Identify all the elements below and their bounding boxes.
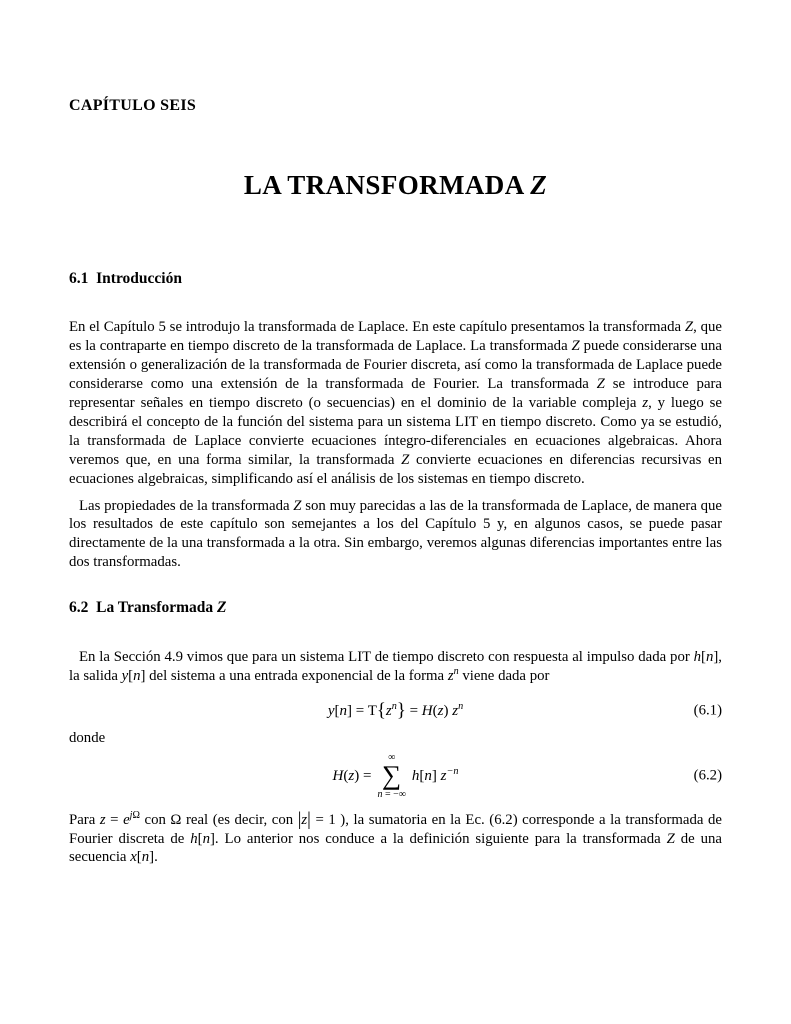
summation-upper-limit: ∞ — [388, 751, 396, 763]
intro-paragraph-1: En el Capítulo 5 se introdujo la transformada de Laplace. En este capítulo presentamos la transformada Z, que es la contraparte en tiempo discreto de la transformada de Laplace. La transformada Z puede considerarse una extensión o generalización de la transformada de Fourier discreta, así como la transformada de Laplace puede considerarse como una extensión de la transformada de Fourier. La transformada Z se introduce para representar señales en tiempo discreto (o secuencias) en el dominio de la variable compleja z, y luego se describirá el concepto de la función del sistema para un sistema LIT en tiempo discreto. Como ya se estudió, la transformada de Laplace convierte ecuaciones íntegro-diferenciales en ecuaciones algebraicas. Ahora veremos que, en una forma similar, la transformada Z convierte ecuaciones en diferencias recursivas en ecuaciones algebraicas, simplificando así el análisis de los sistemas en tiempo discreto. — [69, 319, 723, 487]
summation-lower-limit: n = −∞ — [377, 789, 406, 801]
equation-6-1-body: $y[n] = T\{z^n\} = H(z)$ $z^n$ — [327, 699, 464, 721]
section-6-1-heading: 6.1 Introducción — [69, 269, 182, 287]
equation-6-1-number: (6.1) — [693, 702, 722, 719]
equation-6-2-lhs: H(z) = — [332, 767, 372, 784]
equation-6-2-number: (6.2) — [693, 767, 722, 784]
equation-6-2-rhs: h[n] $z^{-n}$ — [411, 765, 459, 784]
equation-6-1 — [69, 699, 722, 722]
section-6-2-paragraph-2: Para $z = e^{j\Omega}$ con Ω real (es decir, con |z| = 1 ), la sumatoria en la Ec. (6.2) corresponde a la transformada de Fourier discreta de h[n]. Lo anterior nos conduce a la definición siguiente para la transformada Z de una secuencia x[n]. — [69, 809, 722, 866]
connector-word: donde — [69, 730, 106, 747]
intro-paragraph-2: Las propiedades de la transformada Z son muy parecidas a las de la transformada de Laplace, de manera que los resultados de este capítulo son semejantes a los del Capítulo 5 y, en algunos casos, se puede pasar directamente de la una transformada a la otra. Sin embargo, veremos algunas diferencias importantes entre las dos transformadas. — [69, 497, 722, 571]
summation-symbol — [377, 752, 405, 801]
section-6-2-heading: 6.2 La Transformada Z — [69, 599, 227, 617]
equation-6-2 — [69, 750, 722, 803]
chapter-label: CAPÍTULO SEIS — [69, 97, 197, 114]
section-6-2-paragraph-1: En la Sección 4.9 vimos que para un sistema LIT de tiempo discreto con respuesta al impulso dada por h[n], la salida y[n] del sistema a una entrada exponencial de la forma $z^n$ viene dada por — [69, 648, 722, 684]
sigma-icon: ∑ — [382, 760, 402, 791]
equation-6-2-body — [333, 752, 459, 801]
page-title: LA TRANSFORMADA Z — [243, 170, 548, 201]
